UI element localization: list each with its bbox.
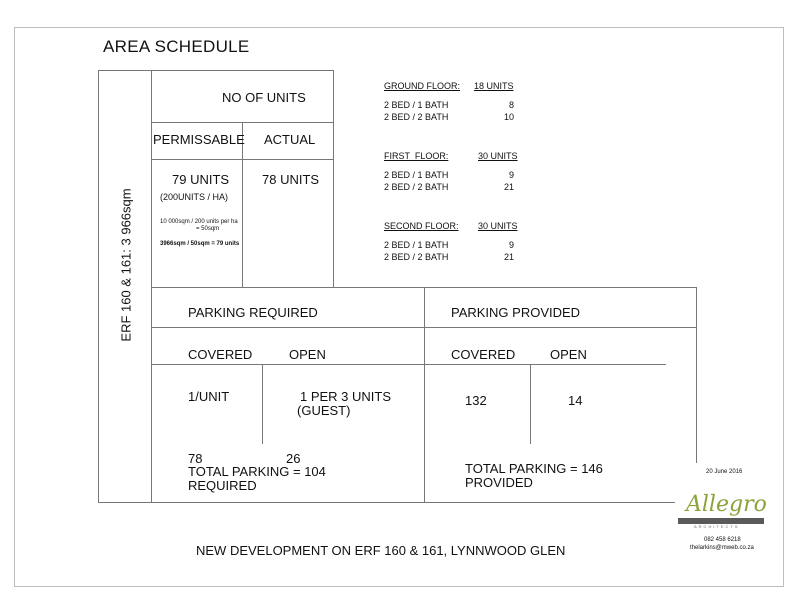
logo-wordmark: Allegro <box>686 492 767 517</box>
calc-line-1: 10 000sqm / 200 units per ha <box>160 219 238 225</box>
ground-floor-type-2: 2 BED / 2 BATH <box>384 112 449 122</box>
actual-value: 78 UNITS <box>262 172 320 187</box>
calc-line-2: = 50sqm <box>196 226 220 232</box>
page-title: AREA SCHEDULE <box>103 37 250 56</box>
provided-covered-label: COVERED <box>451 347 516 362</box>
ground-floor-total: 18 UNITS <box>474 81 514 91</box>
required-open-rule-line-2: (GUEST) <box>297 403 351 418</box>
provided-total: TOTAL PARKING = 146 <box>465 461 603 476</box>
table-bottom-border <box>98 502 675 503</box>
logo-email: thelarkins@mweb.co.za <box>690 545 754 551</box>
second-floor-type-2: 2 BED / 2 BATH <box>384 252 449 262</box>
provided-covered-count: 132 <box>465 393 487 408</box>
ground-floor-count-1: 8 <box>508 100 514 110</box>
first-floor-name: FIRST FLOOR: <box>384 151 449 161</box>
parking-middle-divider <box>424 287 425 503</box>
erf-column-left-border <box>98 70 99 503</box>
provided-open-count: 14 <box>568 393 583 408</box>
first-floor-type-2: 2 BED / 2 BATH <box>384 182 449 192</box>
parking-right-border <box>696 287 697 463</box>
required-covered-rule: 1/UNIT <box>188 389 230 404</box>
actual-label: ACTUAL <box>264 132 316 147</box>
permissable-value: 79 UNITS <box>172 172 230 187</box>
units-header: NO OF UNITS <box>222 90 306 105</box>
table-top-border <box>98 70 334 71</box>
logo-tagline: ARCHITECTS <box>694 524 740 529</box>
second-floor-count-2: 21 <box>503 252 514 262</box>
required-total-suffix: REQUIRED <box>188 478 257 493</box>
permissable-density: (200UNITS / HA) <box>160 192 229 202</box>
units-right-border <box>333 70 334 287</box>
date-stamp: 20 June 2016 <box>706 469 743 475</box>
provided-total-suffix: PROVIDED <box>465 475 533 490</box>
erf-area-label: ERF 160 & 161: 3 966sqm <box>118 188 134 342</box>
parking-subheader-divider <box>151 364 666 365</box>
permissable-label: PERMISSABLE <box>153 132 245 147</box>
first-floor-total: 30 UNITS <box>478 151 518 161</box>
required-covered-count: 78 <box>188 451 203 466</box>
first-floor-count-2: 21 <box>503 182 514 192</box>
required-total: TOTAL PARKING = 104 <box>188 464 326 479</box>
required-covered-label: COVERED <box>188 347 253 362</box>
provided-column-divider <box>530 364 531 444</box>
ground-floor-type-1: 2 BED / 1 BATH <box>384 100 449 110</box>
ground-floor-count-2: 10 <box>503 112 514 122</box>
provided-open-label: OPEN <box>550 347 587 362</box>
second-floor-total: 30 UNITS <box>478 221 518 231</box>
required-column-divider <box>262 364 263 444</box>
second-floor-name: SECOND FLOOR: <box>384 221 459 231</box>
required-open-label: OPEN <box>289 347 326 362</box>
ground-floor-name: GROUND FLOOR: <box>384 81 461 91</box>
first-floor-count-1: 9 <box>508 170 514 180</box>
parking-required-header: PARKING REQUIRED <box>188 305 318 320</box>
footer-title: NEW DEVELOPMENT ON ERF 160 & 161, LYNNWOOD GLEN <box>196 543 566 558</box>
required-open-rule-line-1: 1 PER 3 UNITS <box>300 389 392 404</box>
calc-line-3: 3966sqm / 50sqm = 79 units <box>160 241 240 247</box>
second-floor-count-1: 9 <box>508 240 514 250</box>
required-open-count: 26 <box>286 451 301 466</box>
parking-provided-header: PARKING PROVIDED <box>451 305 581 320</box>
first-floor-type-1: 2 BED / 1 BATH <box>384 170 449 180</box>
logo-phone: 082 458 6218 <box>704 537 741 543</box>
second-floor-type-1: 2 BED / 1 BATH <box>384 240 449 250</box>
